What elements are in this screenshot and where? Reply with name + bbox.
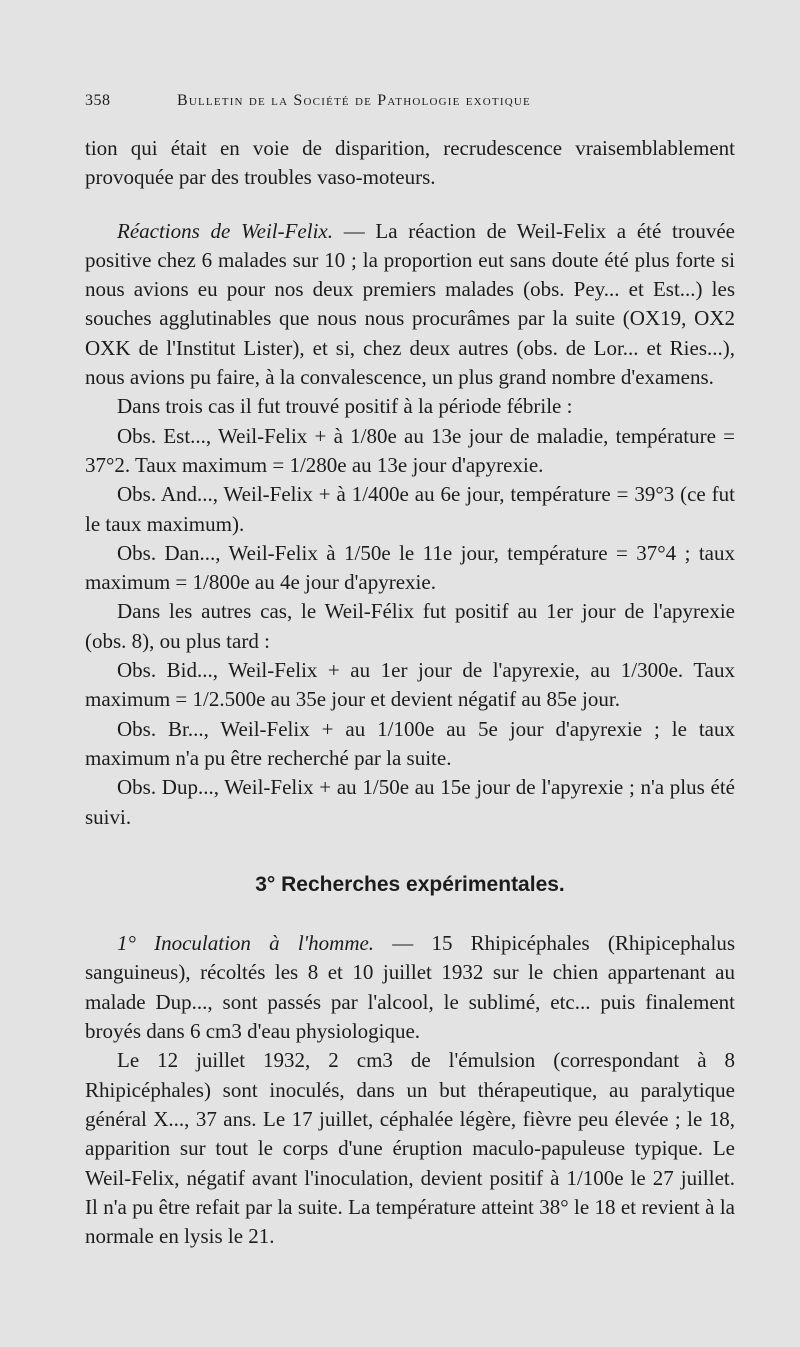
section-heading: 3° Recherches expérimentales. bbox=[255, 872, 565, 896]
paragraph-three-cases: Dans trois cas il fut trouvé positif à la période fébrile : bbox=[117, 394, 573, 419]
paragraph-inoculation bbox=[85, 929, 735, 1046]
paragraph-july-12: Le 12 juillet 1932, 2 cm3 de l'émulsion (correspondant à 8 Rhipicéphales) sont inoculés, dans un but thérapeutique, au paralytique général X..., 37 ans. Le 17 juillet, céphalée légère, fièvre peu élevée ; le 18, apparition sur tout le corps d'une éruption maculo-papuleuse typique. Le Weil-Felix, négatif avant l'inoculation, devient positif à 1/100e le 27 juillet. Il n'a pu être refait par la suite. La température atteint 38° le 18 et revient à la normale en lysis le 21. bbox=[85, 1048, 735, 1249]
paragraph-obs-br: Obs. Br..., Weil-Felix + au 1/100e au 5e jour d'apyrexie ; le taux maximum n'a pu être recherché par la suite. bbox=[85, 716, 735, 770]
page-number: 358 bbox=[85, 92, 111, 109]
paragraph-obs-bid: Obs. Bid..., Weil-Felix + au 1er jour de l'apyrexie, au 1/300e. Taux maximum = 1/2.500e au 35e jour et devient négatif au 85e jour. bbox=[85, 658, 735, 712]
paragraph-lead: Réactions de Weil-Felix. bbox=[117, 218, 333, 243]
paragraph-obs-and: Obs. And..., Weil-Felix + à 1/400e au 6e jour, température = 39°3 (ce fut le taux maximum). bbox=[85, 482, 735, 536]
paragraph-continuation: tion qui était en voie de disparition, recrudescence vraisemblablement provoquée par des troubles vaso-moteurs. bbox=[85, 136, 735, 190]
paragraph-obs-dan: Obs. Dan..., Weil-Felix à 1/50e le 11e jour, température = 37°4 ; taux maximum = 1/800e au 4e jour d'apyrexie. bbox=[85, 540, 735, 595]
paragraph-lead: 1° Inoculation à l'homme. bbox=[117, 931, 375, 956]
paragraph-weil-felix-intro bbox=[85, 217, 735, 393]
paragraph-text: — 15 Rhipicéphales (Rhipicephalus sanguineus), récoltés les 8 et 10 juillet 1932 sur le chien appartenant au malade Dup..., sont passés par l'alcool, le sublimé, etc... puis finalement broyés dans 6 cm3 d'eau physiologique. bbox=[85, 931, 735, 1044]
paragraph-other-cases: Dans les autres cas, le Weil-Félix fut positif au 1er jour de l'apyrexie (obs. 8), ou plus tard : bbox=[85, 599, 735, 653]
running-title: Bulletin de la Société de Pathologie exotique bbox=[177, 92, 531, 109]
paragraph-obs-dup: Obs. Dup..., Weil-Felix + au 1/50e au 15e jour de l'apyrexie ; n'a plus été suivi. bbox=[85, 775, 735, 829]
paragraph-obs-est: Obs. Est..., Weil-Felix + à 1/80e au 13e jour de maladie, température = 37°2. Taux maximum = 1/280e au 13e jour d'apyrexie. bbox=[85, 423, 735, 477]
page-header bbox=[85, 92, 745, 120]
body-text bbox=[85, 134, 735, 1251]
paragraph-text: — La réaction de Weil-Felix a été trouvée positive chez 6 malades sur 10 ; la proportion eut sans doute été plus forte si nous avions eu pour nos deux premiers malades (obs. Pey... et Est...) les souches agglutinables que nous nous procurâmes par la suite (OX19, OX2 OXK de l'Institut Lister), et si, chez deux autres (obs. de Lor... et Ries...), nous avions pu faire, à la convalescence, un plus grand nombre d'examens. bbox=[85, 218, 735, 390]
